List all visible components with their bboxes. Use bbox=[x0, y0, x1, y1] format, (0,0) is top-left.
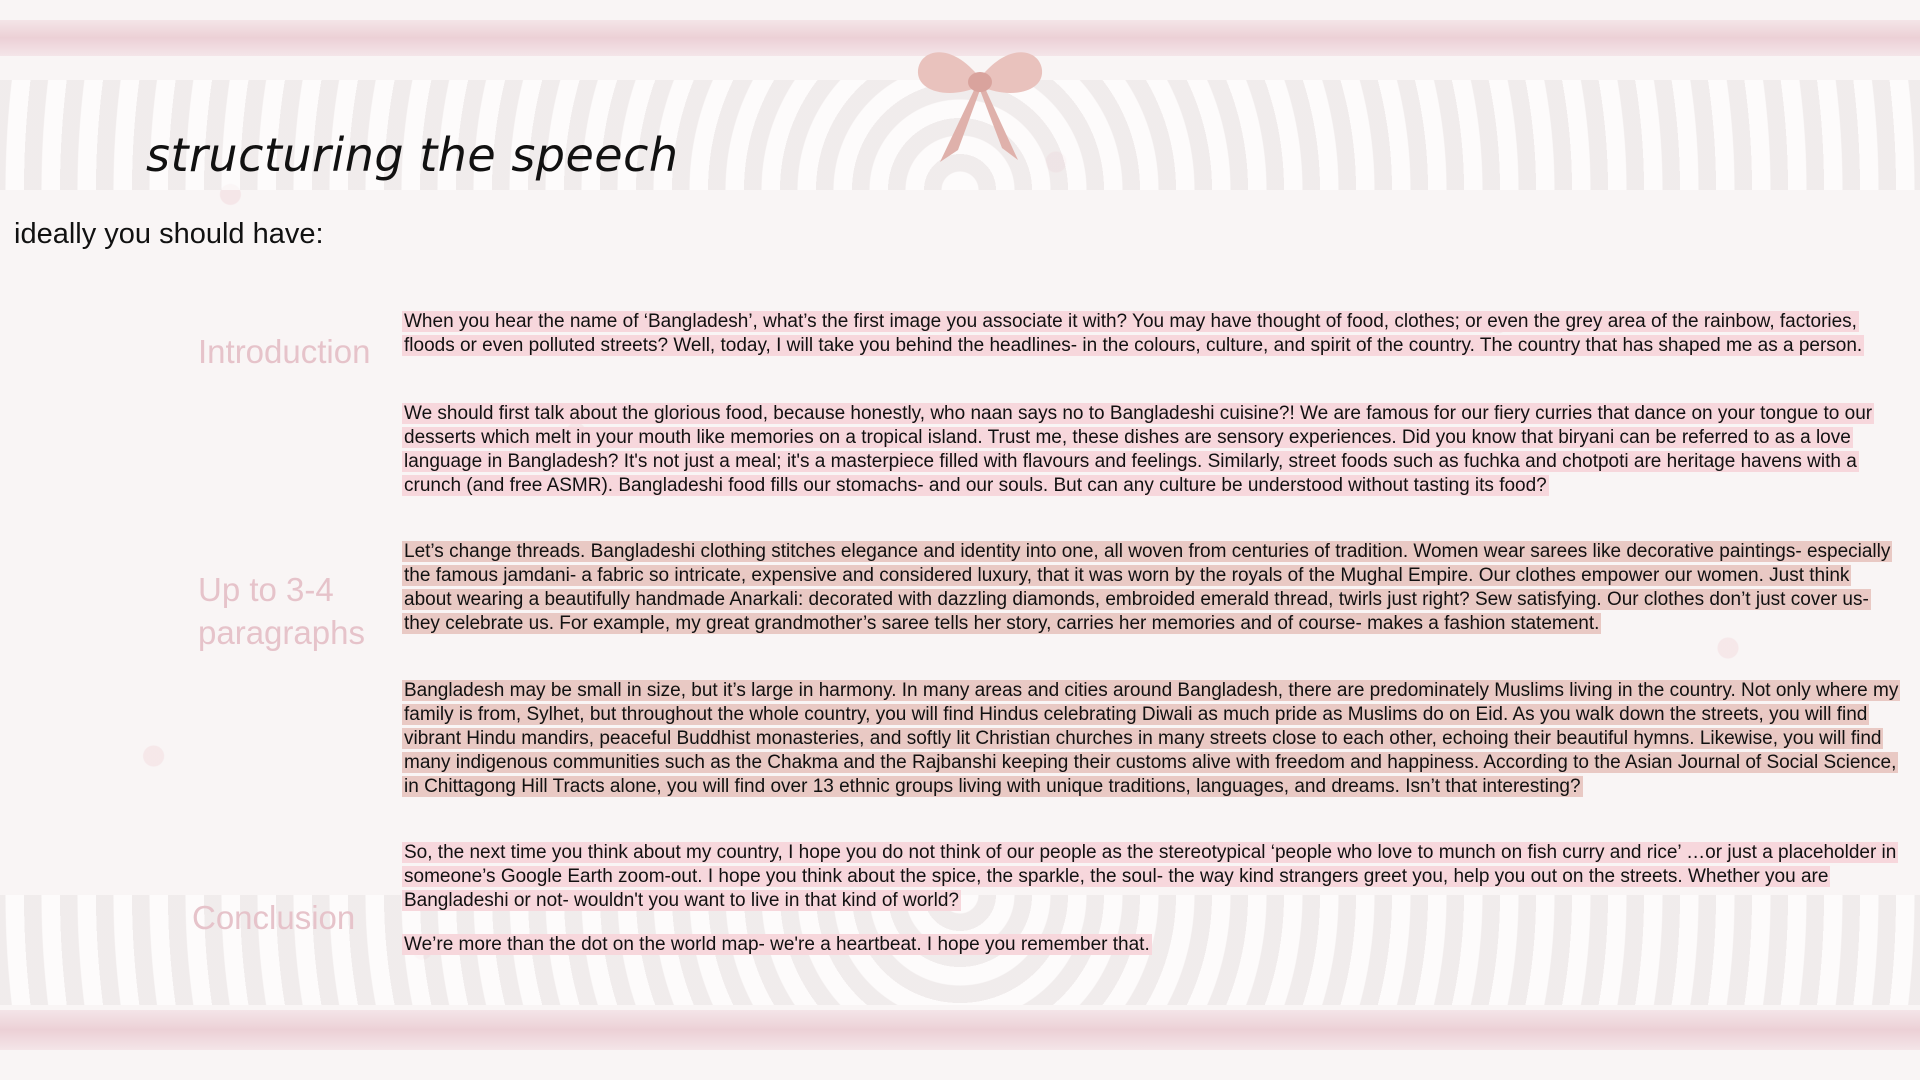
ribbon-bow-icon bbox=[900, 30, 1060, 170]
paragraph-text: Let’s change threads. Bangladeshi clothing stitches elegance and identity into one, all woven from centuries of tradition. Women wear sarees like decorative paintings- especially the famous jamdani- a fabric so intricate, expensive and considered luxury, that it was worn by the royals of the Mughal Empire. Our clothes empower our women. Just think about wearing a beautifully handmade Anarkali: decorated with dazzling diamonds, embroided emerald thread, twirls just right? Sew satisfying. Our clothes don’t just cover us- they celebrate us. For example, my great grandmother’s saree tells her story, carries her memories and of course- makes a fashion statement. bbox=[404, 541, 1891, 634]
paragraph-text: So, the next time you think about my country, I hope you do not think of our people as the stereotypical ‘people who love to munch on fish curry and rice’ …or just a placeholder in someone’s Google Earth zoom-out. I hope you think about the spice, the sparkle, the soul- the way kind strangers greet you, help you out on the streets. Whether you are Bangladeshi or not- wouldn't you want to live in that kind of world? bbox=[404, 842, 1897, 911]
subtitle: ideally you should have: bbox=[14, 218, 324, 250]
label-introduction: Introduction bbox=[198, 333, 371, 370]
paragraph-text: We should first talk about the glorious food, because honestly, who naan says no to Bangladeshi cuisine?! We are famous for our fiery curries that dance on your tongue to our desserts which melt in your mouth like memories on a tropical island. Trust me, these dishes are sensory experiences. Did you know that biryani can be referred to as a love language in Bangladesh? It's not just a meal; it's a masterpiece filled with flavours and feelings. Similarly, street foods such as fuchka and chotpoti are heritage havens with a crunch (and free ASMR). Bangladeshi food fills our stomachs- and our souls. But can any culture be understood without tasting its food? bbox=[404, 403, 1873, 496]
paragraph-conclusion bbox=[402, 841, 1902, 913]
paragraph-harmony bbox=[402, 679, 1902, 799]
label-conclusion: Conclusion bbox=[192, 899, 356, 936]
paragraph-clothing bbox=[402, 540, 1902, 636]
page-title: structuring the speech bbox=[146, 128, 679, 182]
paragraph-food bbox=[402, 402, 1902, 498]
paragraph-closing-line bbox=[402, 933, 1902, 957]
paragraph-text: We’re more than the dot on the world map- we're a heartbeat. I hope you remember that. bbox=[404, 934, 1150, 955]
paragraph-text: Bangladesh may be small in size, but it’s large in harmony. In many areas and cities around Bangladesh, there are predominately Muslims living in the country. Not only where my family is from, Sylhet, but throughout the whole country, you will find Hindus celebrating Diwali as much pride as Muslims do on Eid. As you walk down the streets, you will find vibrant Hindu mandirs, peaceful Buddhist monasteries, and softly lit Christian churches in many streets close to each other, echoing their beautiful hymns. Likewise, you will find many indigenous communities such as the Chakma and the Rajbanshi keeping their customs alive with freedom and happiness. According to the Asian Journal of Social Science, in Chittagong Hill Tracts alone, you will find over 13 ethnic groups living with unique traditions, languages, and dreams. Isn’t that interesting? bbox=[404, 680, 1899, 797]
bottom-pink-stripe bbox=[0, 1010, 1920, 1050]
paragraph-introduction bbox=[402, 310, 1902, 358]
label-body-paragraphs: Up to 3-4 paragraphs bbox=[198, 571, 365, 651]
paragraph-text: When you hear the name of ‘Bangladesh’, what’s the first image you associate it with? You may have thought of food, clothes; or even the grey area of the rainbow, factories, floods or even polluted streets? Well, today, I will take you behind the headlines- in the colours, culture, and spirit of the country. The country that has shaped me as a person. bbox=[404, 311, 1863, 356]
